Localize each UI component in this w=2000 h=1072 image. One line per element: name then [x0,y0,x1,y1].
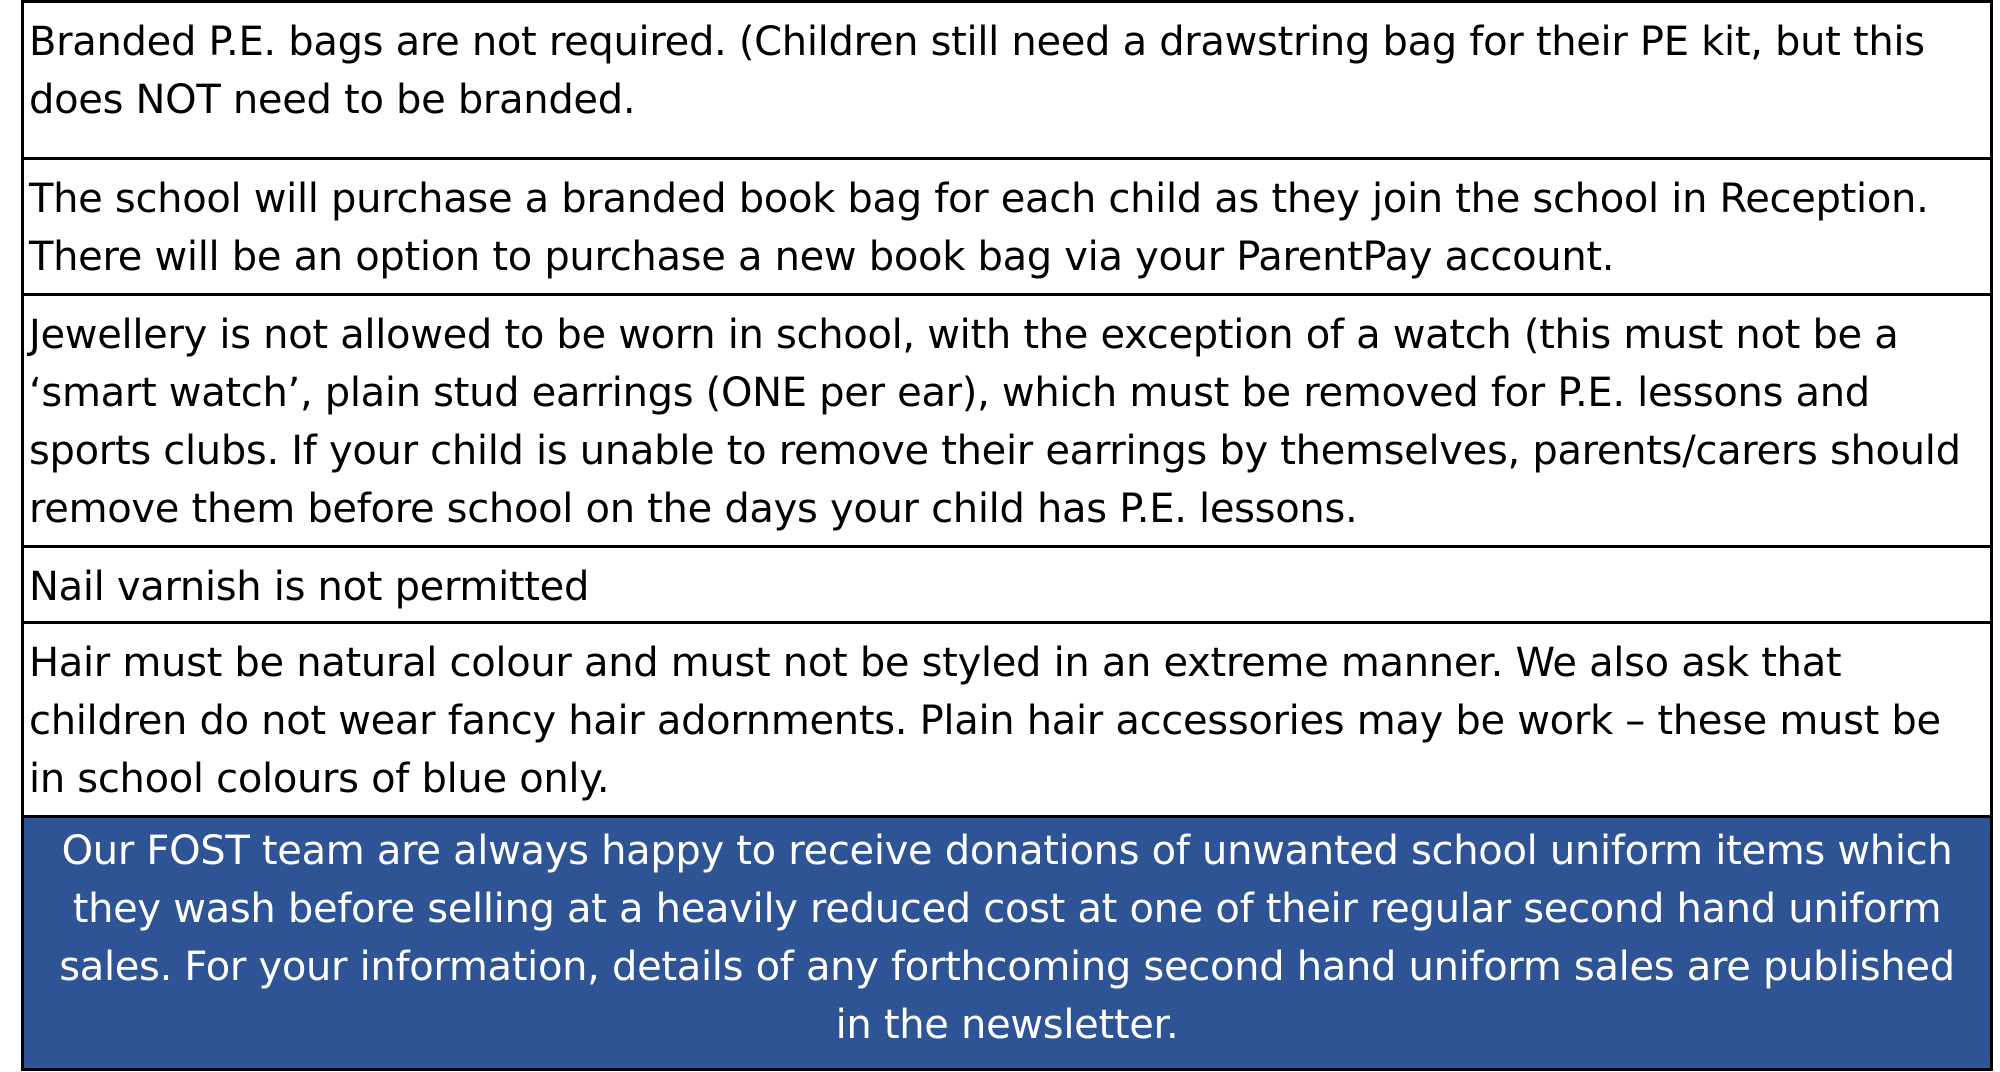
fost-donations-text: Our FOST team are always happy to receive donations of unwanted school uniform items which they wash before selling at a heavily reduced cost at one of their regular second hand uniform sales. For your information, details of any forthcoming second hand uniform sales are published in the newsletter. [59,828,1955,1048]
uniform-policy-table [21,0,1993,1071]
policy-row-nail-varnish [24,548,1990,624]
policy-row-text: Nail varnish is not permitted [29,564,590,610]
policy-row-text: Branded P.E. bags are not required. (Children still need a drawstring bag for their PE kit, but this does NOT need to be branded. [29,19,1925,123]
policy-row-jewellery [24,296,1990,548]
policy-row-text: Jewellery is not allowed to be worn in school, with the exception of a watch (this must not be a ‘smart watch’, plain stud earrings (ONE per ear), which must be removed for P.E. lessons and sports clubs. If your child is unable to remove their earrings by themselves, parents/carers should remove them before school on the days your child has P.E. lessons. [29,312,1961,532]
policy-row-book-bags [24,160,1990,296]
policy-row-pe-bags [24,3,1990,160]
policy-row-hair [24,624,1990,818]
fost-donations-note [24,818,1990,1071]
policy-row-text: The school will purchase a branded book bag for each child as they join the school in Reception. There will be an option to purchase a new book bag via your ParentPay account. [29,176,1929,280]
policy-row-text: Hair must be natural colour and must not be styled in an extreme manner. We also ask that children do not wear fancy hair adornments. Plain hair accessories may be work – these must be in school colours of blue only. [29,640,1941,802]
